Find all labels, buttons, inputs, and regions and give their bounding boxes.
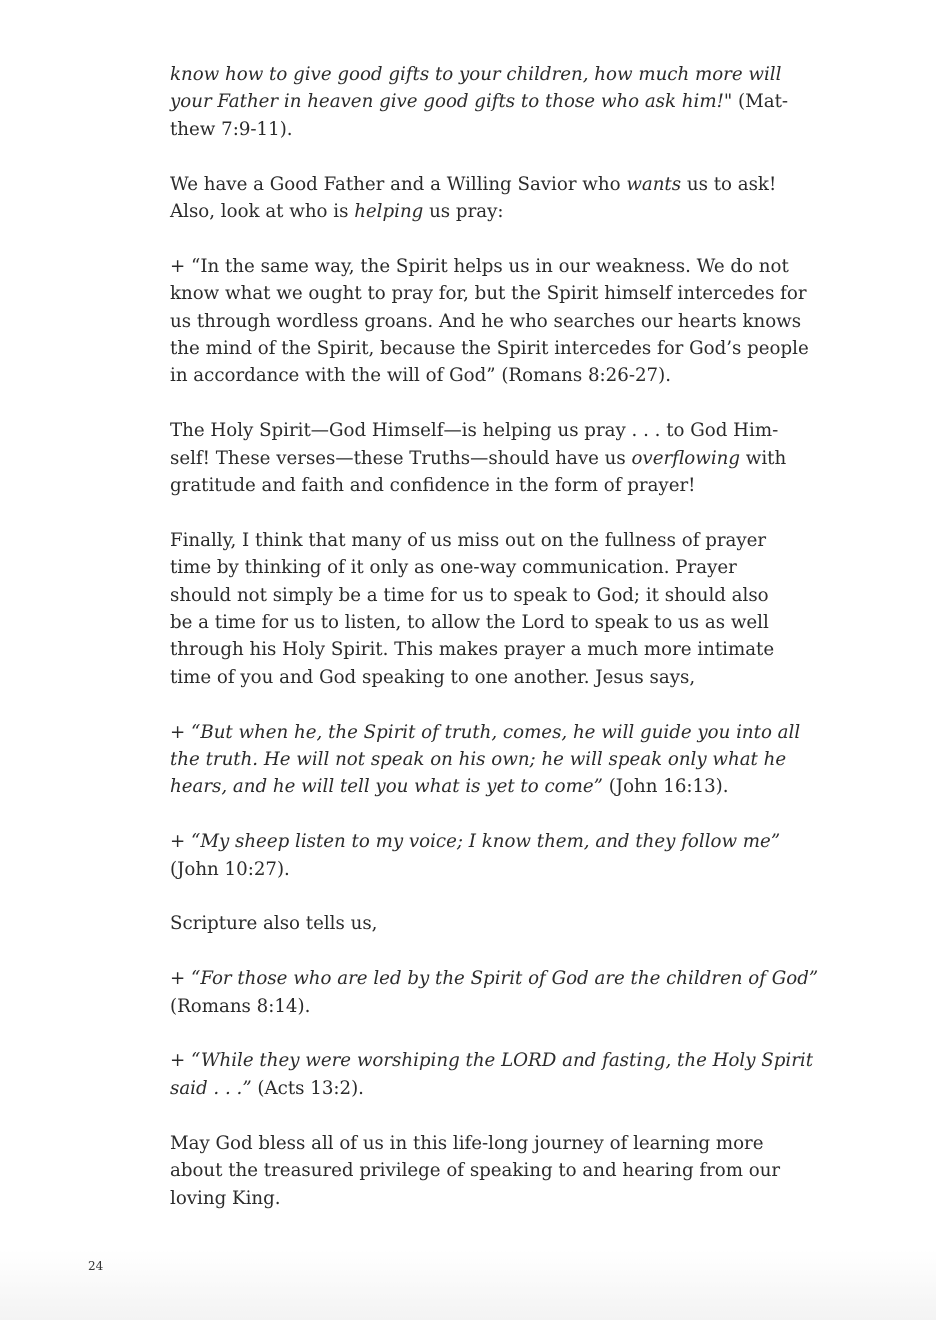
text-line [170,417,790,444]
italic-text: helping [354,201,424,223]
text-run: We have a Good Father and a Willing Savior who [170,173,627,195]
text-line [170,993,790,1020]
text-run: Scripture also tells us, [170,913,378,935]
text-line [170,1157,790,1184]
paragraph-john-16-13 [170,719,801,801]
text-line [170,61,790,88]
italic-text: “For those who are led by the Spirit of God are the children of God” [191,968,819,990]
text-line [170,445,790,472]
text-run: (Romans 8:14). [170,995,311,1017]
text-line [170,636,790,663]
text-run: The Holy Spirit—God Himself—is helping us pray . . . to God Him- [170,420,779,442]
italic-text: know how to give good gifts to your children, how much more will [170,64,782,85]
text-line [170,1047,814,1074]
paragraph-scripture-also [170,910,790,937]
italic-text: “But when he, the Spirit of truth, comes, he will guide you into all [191,721,801,743]
paragraph-good-father [170,171,790,226]
text-line [170,1185,790,1212]
page-number: 24 [88,1259,104,1273]
text-line [170,856,790,883]
page-edge-shade [0,1250,936,1320]
text-line [170,609,790,636]
text-line [170,828,790,855]
text-run: the mind of the Spirit, because the Spirit intercedes for God’s people [170,338,809,360]
text-run: through his Holy Spirit. This makes prayer a much more intimate [170,639,775,661]
text-line [170,746,790,773]
paragraph-finally [170,527,790,691]
text-run: should not simply be a time for us to speak to God; it should also [170,584,769,606]
paragraph-matthew-quote-end [170,61,790,143]
text-run: us pray: [423,201,504,223]
text-line [170,773,790,800]
text-run: loving King. [170,1187,281,1209]
italic-text: hears, and he will tell you what is yet to come” [170,776,603,798]
paragraph-romans-8-14 [170,965,819,1020]
text-line [170,965,819,992]
text-line [170,910,790,937]
body-text [170,61,819,1239]
italic-text: your Father in heaven give good gifts to those who ask him!" [170,91,733,113]
text-run: Also, look at who is [170,201,355,223]
text-run: know what we ought to pray for, but the Spirit himself intercedes for [170,283,807,305]
text-run: May God bless all of us in this life-long journey of learning more [170,1132,764,1154]
italic-text: wants [626,173,682,195]
text-run: (Mat- [732,91,789,113]
text-run: about the treasured privilege of speaking to and hearing from our [170,1160,781,1182]
text-line [170,171,790,198]
text-line [170,335,809,362]
text-run: (Acts 13:2). [251,1077,364,1099]
text-run: us to ask! [681,173,777,195]
paragraph-holy-spirit [170,417,790,499]
text-run: + [170,968,192,990]
text-run: with [740,447,787,469]
text-line [170,253,790,280]
italic-text: “My sheep listen to my voice; I know them, and they follow me” [191,831,781,853]
italic-text: the truth. He will not speak on his own; he will speak only what he [170,749,787,771]
text-line [170,198,790,225]
paragraph-acts-13-2 [170,1047,814,1102]
text-run: us through wordless groans. And he who searches our hearts knows [170,310,802,332]
text-line [170,719,801,746]
paragraph-john-10-27 [170,828,790,883]
text-run: in accordance with the will of God” (Romans 8:26-27). [170,365,671,387]
text-run: + [170,1050,192,1072]
text-line [170,582,790,609]
text-line [170,1130,790,1157]
text-run: be a time for us to listen, to allow the Lord to speak to us as well [170,612,769,634]
text-line [170,664,790,691]
text-line [170,308,802,335]
text-run: time of you and God speaking to one another. Jesus says, [170,666,696,688]
italic-text: “While they were worshiping the LORD and fasting, the Holy Spirit [191,1050,814,1072]
text-run: self! These verses—these Truths—should have us [170,447,632,469]
text-line [170,88,790,115]
text-run: time by thinking of it only as one-way communication. Prayer [170,557,737,579]
text-run: + [170,721,192,743]
text-run: Finally, I think that many of us miss out on the fullness of prayer [170,529,767,551]
text-line [170,554,790,581]
text-line [170,527,790,554]
text-line [170,280,807,307]
text-line [170,116,790,143]
italic-text: overflowing [631,447,740,469]
text-line [170,362,790,389]
text-line [170,472,790,499]
text-run: + “In the same way, the Spirit helps us in our weakness. We do not [170,255,789,277]
text-run: thew 7:9-11). [170,118,293,140]
text-run: (John 16:13). [602,776,729,798]
paragraph-romans-8-26 [170,253,809,390]
text-run: (John 10:27). [170,858,290,880]
paragraph-may-god-bless [170,1130,790,1212]
text-line [170,1075,790,1102]
italic-text: said . . .” [170,1077,252,1099]
text-run: gratitude and faith and confidence in the form of prayer! [170,475,696,497]
text-run: + [170,831,192,853]
